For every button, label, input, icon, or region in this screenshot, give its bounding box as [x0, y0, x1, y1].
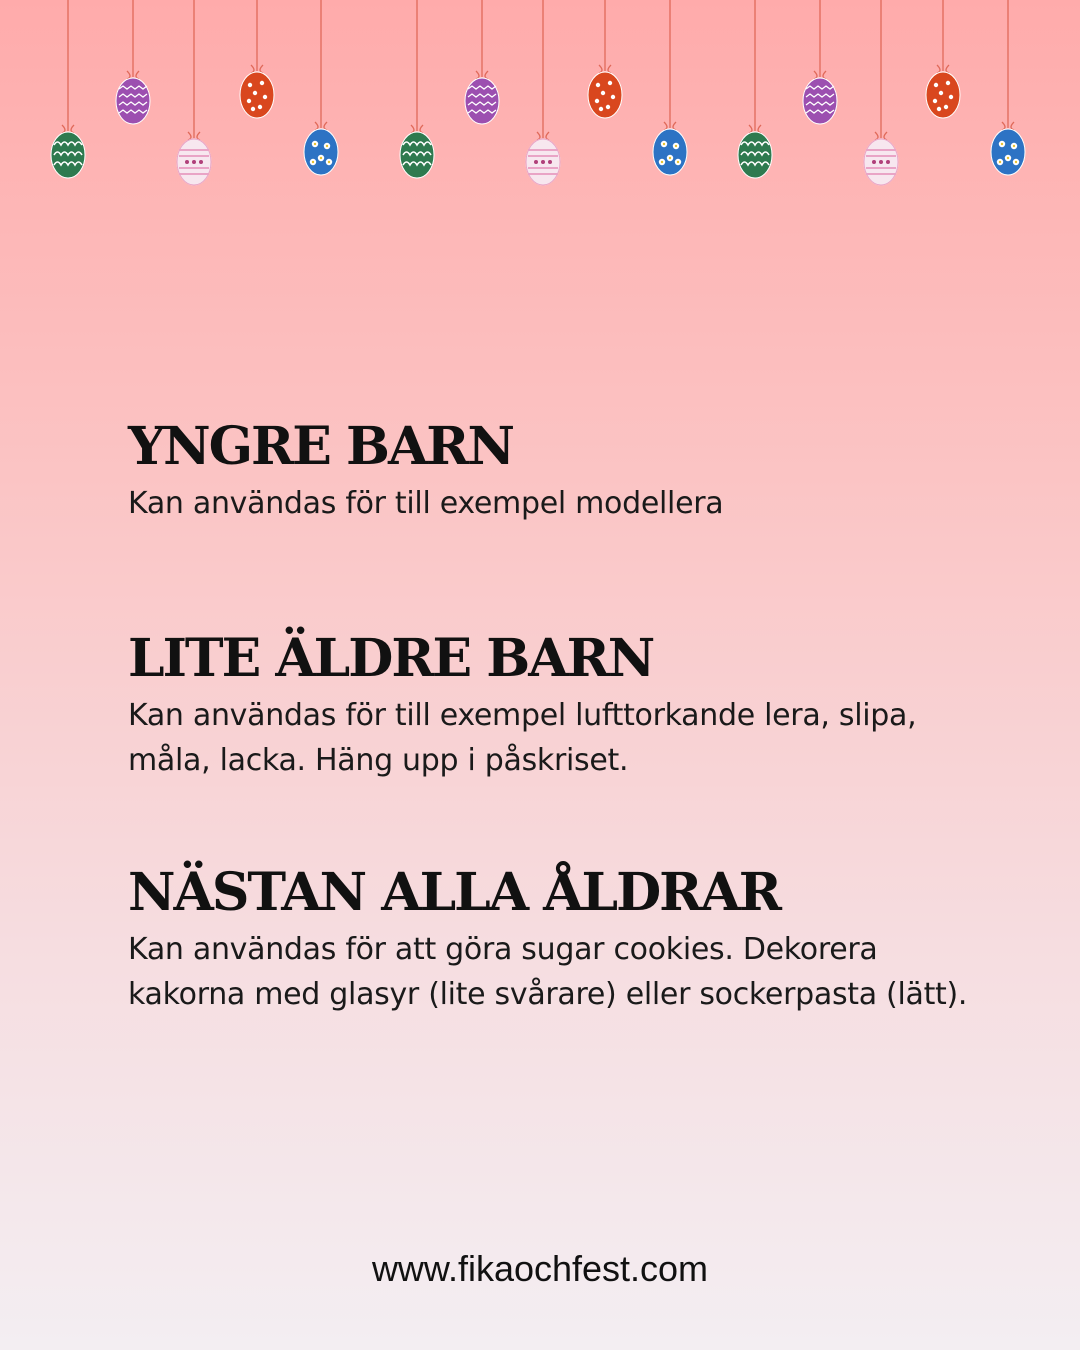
easter-egg-icon — [465, 0, 499, 124]
section-text: Kan användas för till exempel lufttorkande lera, slipa, måla, lacka. Häng upp i påskriset. — [128, 698, 917, 779]
section-heading: LITE ÄLDRE BARN — [128, 628, 654, 689]
section-text: Kan användas för att göra sugar cookies. Dekorera kakorna med glasyr (lite svårare) eller sockerpasta (lätt). — [128, 932, 968, 1013]
website-url: www.fikaochfest.com — [371, 1248, 709, 1289]
egg-garland — [0, 0, 1080, 210]
easter-egg-icon — [240, 0, 274, 118]
easter-egg-icon — [400, 0, 434, 178]
easter-egg-icon — [116, 0, 150, 124]
section-older-children — [128, 630, 988, 783]
easter-egg-icon — [653, 0, 687, 175]
easter-egg-icon — [864, 0, 898, 185]
easter-egg-icon — [991, 0, 1025, 175]
easter-egg-icon — [51, 0, 85, 178]
section-all-ages — [128, 864, 988, 1017]
easter-egg-icon — [588, 0, 622, 118]
section-text: Kan användas för till exempel modellera — [128, 486, 724, 522]
easter-egg-icon — [803, 0, 837, 124]
easter-egg-icon — [738, 0, 772, 178]
section-heading: NÄSTAN ALLA ÅLDRAR — [128, 862, 780, 923]
section-younger-children — [128, 418, 988, 526]
easter-egg-icon — [304, 0, 338, 175]
easter-egg-icon — [177, 0, 211, 185]
easter-egg-icon — [926, 0, 960, 118]
easter-egg-icon — [526, 0, 560, 185]
section-heading: YNGRE BARN — [128, 416, 514, 477]
